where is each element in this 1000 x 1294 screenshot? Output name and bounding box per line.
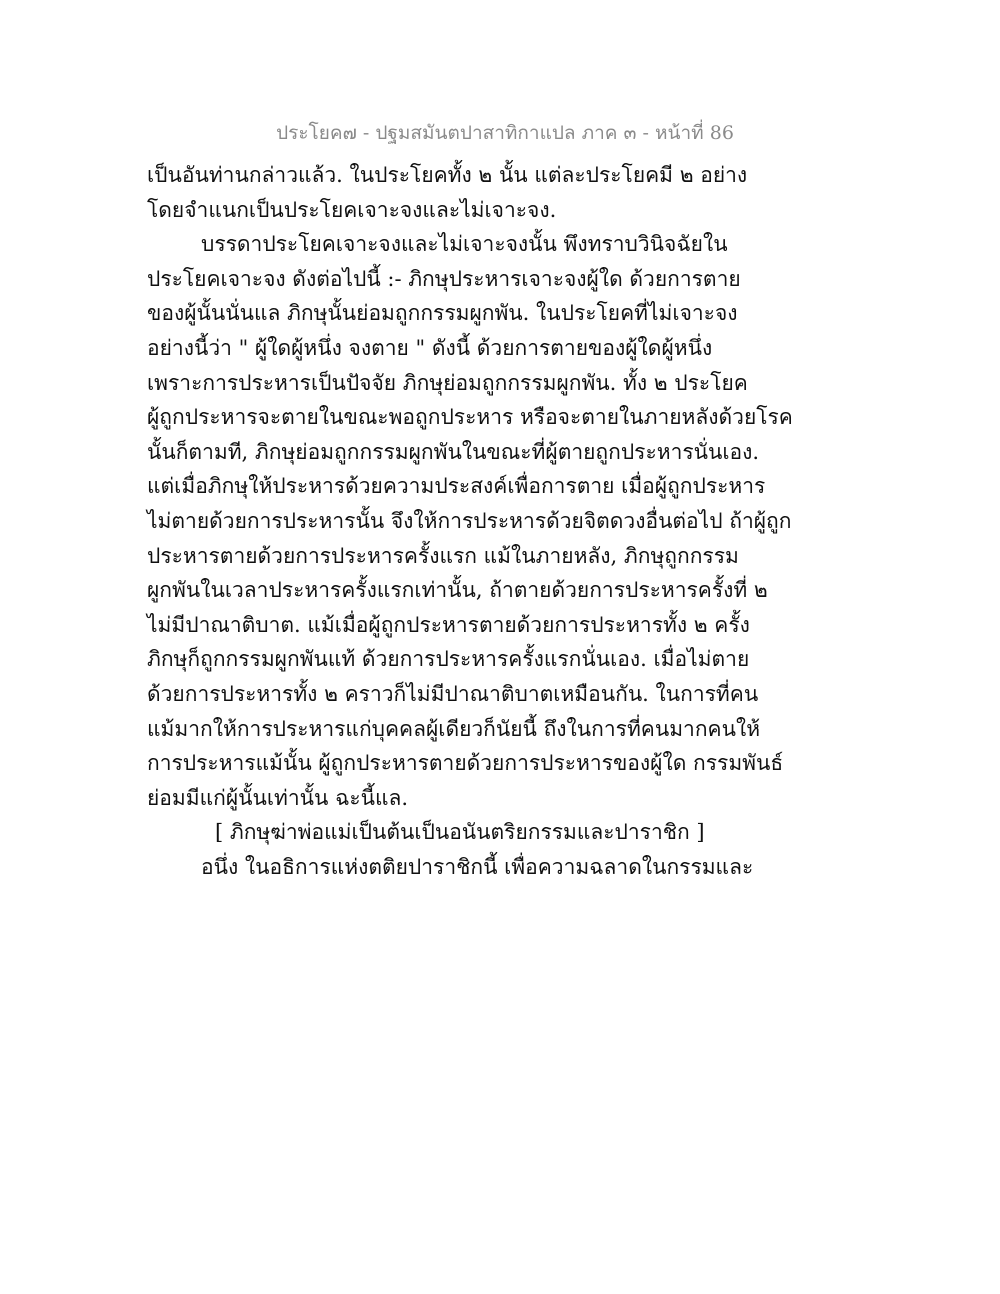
body-line-2: โดยจำแนกเป็นประโยคเจาะจงและไม่เจาะจง. bbox=[147, 197, 557, 222]
body-line-14: ไม่มีปาณาติบาต. แม้เมื่อผู้ถูกประหารตายด้วยการประหารทั้ง ๒ ครั้ง bbox=[147, 612, 750, 637]
page-body bbox=[147, 158, 793, 884]
body-line-15: ภิกษุก็ถูกกรรมผูกพันแท้ ด้วยการประหารครั้งแรกนั่นเอง. เมื่อไม่ตาย bbox=[147, 647, 750, 672]
body-line-18: การประหารแม้นั้น ผู้ถูกประหารตายด้วยการประหารของผู้ใด กรรมพันธ์ bbox=[147, 751, 784, 776]
body-line-6: อย่างนี้ว่า " ผู้ใดผู้หนึ่ง จงตาย " ดังนี้ ด้วยการตายของผู้ใดผู้หนึ่ง bbox=[147, 335, 713, 360]
body-line-12: ประหารตายด้วยการประหารครั้งแรก แม้ในภายหลัง, ภิกษุถูกกรรม bbox=[147, 543, 739, 568]
body-line-3: บรรดาประโยคเจาะจงและไม่เจาะจงนั้น พึงทราบวินิจฉัยใน bbox=[201, 232, 728, 257]
body-line-8: ผู้ถูกประหารจะตายในขณะพอถูกประหาร หรือจะตายในภายหลังด้วยโรค bbox=[147, 405, 793, 430]
body-line-5: ของผู้นั้นนั่นแล ภิกษุนั้นย่อมถูกกรรมผูกพัน. ในประโยคที่ไม่เจาะจง bbox=[147, 301, 738, 326]
body-line-19: ย่อมมีแก่ผู้นั้นเท่านั้น ฉะนี้แล. bbox=[147, 785, 409, 810]
running-header: ประโยค๗ - ปฐมสมันตปาสาทิกาแปล ภาค ๓ - หน้าที่ 86 bbox=[276, 122, 734, 144]
body-line-last: อนึ่ง ในอธิการแห่งตติยปาราชิกนี้ เพื่อความฉลาดในกรรมและ bbox=[201, 854, 754, 879]
body-line-10: แต่เมื่อภิกษุให้ประหารด้วยความประสงค์เพื่อการตาย เมื่อผู้ถูกประหาร bbox=[147, 474, 766, 499]
body-line-13: ผูกพันในเวลาประหารครั้งแรกเท่านั้น, ถ้าตายด้วยการประหารครั้งที่ ๒ bbox=[147, 578, 768, 603]
body-line-16: ด้วยการประหารทั้ง ๒ คราวก็ไม่มีปาณาติบาตเหมือนกัน. ในการที่คน bbox=[147, 681, 759, 706]
body-line-9: นั้นก็ตามที, ภิกษุย่อมถูกกรรมผูกพันในขณะที่ผู้ตายถูกประหารนั่นเอง. bbox=[147, 439, 760, 464]
body-line-1: เป็นอันท่านกล่าวแล้ว. ในประโยคทั้ง ๒ นั้น แต่ละประโยคมี ๒ อย่าง bbox=[147, 163, 748, 187]
body-line-17: แม้มากให้การประหารแก่บุคคลผู้เดียวก็นัยนี้ ถึงในการที่คนมากคนให้ bbox=[147, 716, 761, 741]
body-line-7: เพราะการประหารเป็นปัจจัย ภิกษุย่อมถูกกรรมผูกพัน. ทั้ง ๒ ประโยค bbox=[147, 370, 748, 395]
body-line-4: ประโยคเจาะจง ดังต่อไปนี้ :- ภิกษุประหารเจาะจงผู้ใด ด้วยการตาย bbox=[147, 266, 741, 291]
body-line-11: ไม่ตายด้วยการประหารนั้น จึงให้การประหารด้วยจิตดวงอื่นต่อไป ถ้าผู้ถูก bbox=[147, 508, 792, 533]
section-heading: [ ภิกษุฆ่าพ่อแม่เป็นต้นเป็นอนันตริยกรรมและปาราชิก ] bbox=[215, 820, 705, 845]
